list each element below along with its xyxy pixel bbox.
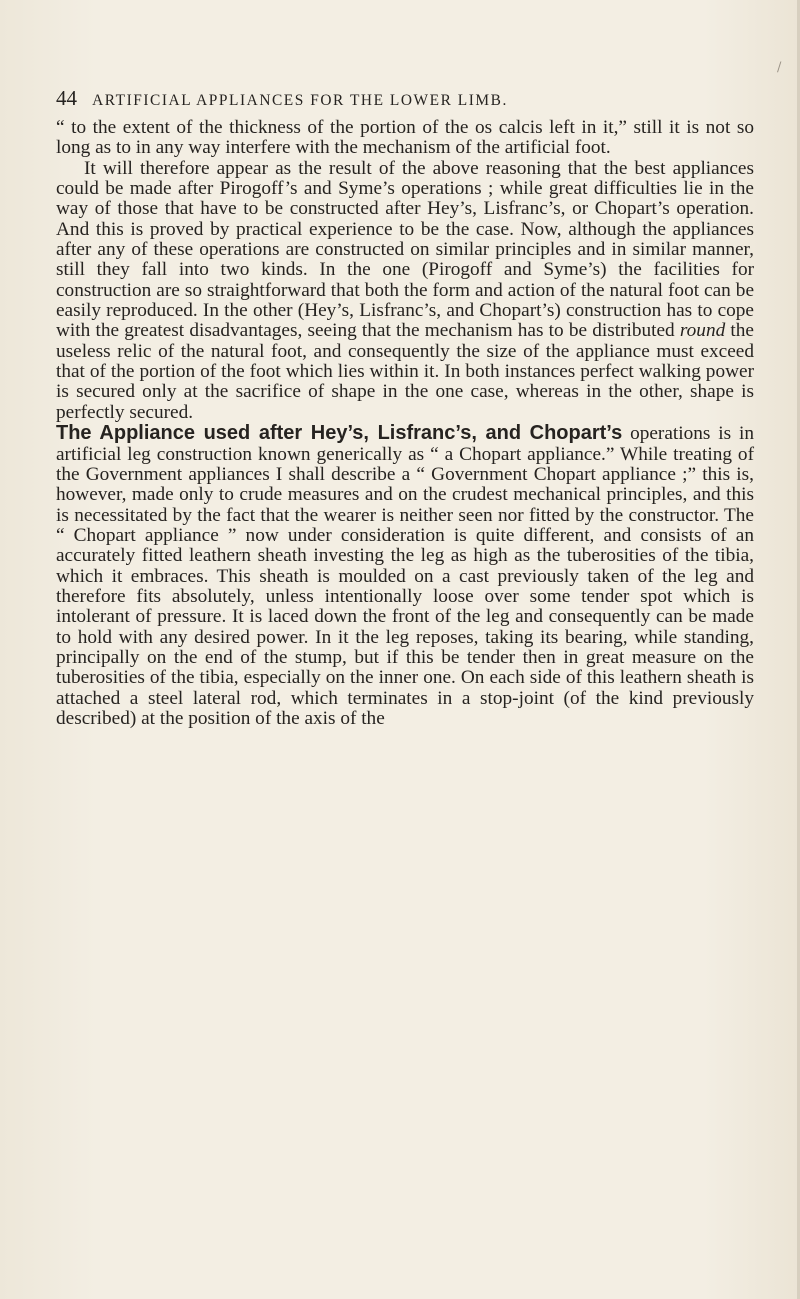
page-number: 44 — [56, 86, 77, 110]
paragraph-2-emphasis: round — [679, 320, 726, 342]
paragraph-3 — [56, 423, 754, 729]
paragraph-2-text-continued: the useless relic of the natural foot, and consequently the size of the appliance must exceed that of the portion of the foot which lies within it. In both instances perfect walking power is secured only at the sacrifice of shape in the one case, whereas in the other, shape is perfectly secured. — [56, 320, 754, 423]
paragraph-2-text: It will therefore appear as the result of the above reasoning that the best appliances could be made after Pirogoff’s and Syme’s operations ; while great difficulties lie in the way of those that have to be constructed after Hey’s, Lisfranc’s, or Chopart’s operation. And this is proved by practical experience to be the case. Now, although the appliances after any of these operations are constructed on similar principles and in similar manner, still they fall into two kinds. In the one (Pirogoff and Syme’s) the facilities for construction are so straightforward that both the form and action of the natural foot can be easily reproduced. In the other (Hey’s, Lisfranc’s, and Chopart’s) construction has to cope with the greatest disadvantages, seeing that the mechanism has to be distributed — [56, 157, 754, 342]
running-head: ARTIFICIAL APPLIANCES FOR THE LOWER LIMB. — [92, 92, 508, 109]
body-text — [56, 118, 754, 729]
paragraph-3-text: operations is in artificial leg construction known generically as “ a Chopart appliance.” While treating of the Government appliances I shall describe a “ Government Chopart appliance ;” this is, however, made only to crude measures and on the crudest mechanical principles, and this is necessitated by the fact that the wearer is neither seen nor fitted by the constructor. The “ Chopart appliance ” now under consideration is quite different, and consists of an accurately fitted leathern sheath investing the leg as high as the tuberosities of the tibia, which it embraces. This sheath is moulded on a cast previously taken of the leg and therefore fits absolutely, unless intentionally loose over some tender spot which is intolerant of pressure. It is laced down the front of the leg and consequently can be made to hold with any desired power. In it the leg reposes, taking its bearing, while standing, principally on the end of the stump, but if this be tender then in great measure on the tuberosities of the tibia, especially on the inner one. On each side of this leathern sheath is attached a steel lateral rod, which terminates in a stop-joint (of the kind previously described) at the position of the axis of the — [56, 423, 754, 729]
corner-mark: / — [777, 60, 782, 75]
section-heading: The Appliance used after Hey’s, Lisfranc’s, and Chopart’s — [56, 422, 623, 445]
paragraph-1: “ to the extent of the thickness of the portion of the os calcis left in it,” still it is not so long as to in any way interfere with the mechanism of the artificial foot. — [56, 117, 754, 159]
paragraph-2 — [56, 159, 754, 423]
page-header — [56, 86, 756, 110]
